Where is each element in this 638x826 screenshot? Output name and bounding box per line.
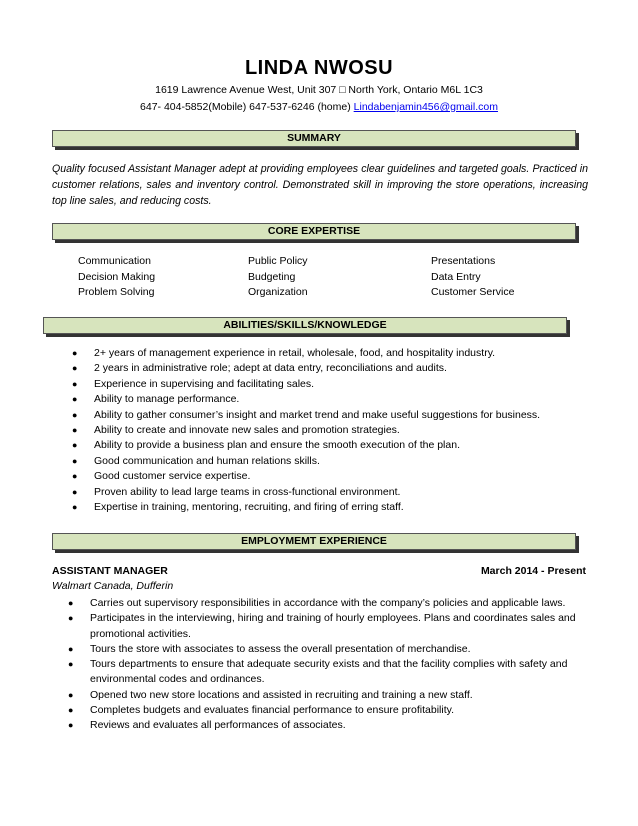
contact-line xyxy=(0,101,638,113)
expertise-item: Organization xyxy=(248,286,308,299)
candidate-name: LINDA NWOSU xyxy=(244,57,394,79)
skill-item: ● Proven ability to lead large teams in cross-functional environment. xyxy=(72,485,540,500)
skill-item: ● Ability to manage performance. xyxy=(72,392,540,407)
duty-item: ● Opened two new store locations and assisted in recruiting and training a new staff. xyxy=(68,688,588,703)
expertise-item: Budgeting xyxy=(248,270,296,283)
core-expertise-column-3 xyxy=(431,254,514,301)
job-title: ASSISTANT MANAGER xyxy=(52,565,168,577)
phone-numbers: 647- 404-5852(Mobile) 647-537-6246 (home) xyxy=(140,101,351,113)
skill-item: ● Experience in supervising and facilitating sales. xyxy=(72,377,540,392)
expertise-item: Data Entry xyxy=(431,270,481,283)
email-link[interactable]: Lindabenjamin456@gmail.com xyxy=(353,101,498,113)
expertise-item: Communication xyxy=(78,255,151,267)
summary-heading: SUMMARY xyxy=(52,130,576,147)
skill-item: ● Expertise in training, mentoring, recruiting, and firing of erring staff. xyxy=(72,500,540,515)
duty-item: ● Completes budgets and evaluates financial performance to ensure profitability. xyxy=(68,703,588,718)
expertise-item: Problem Solving xyxy=(78,286,155,299)
address-line: 1619 Lawrence Avenue West, Unit 307 □ North York, Ontario M6L 1C3 xyxy=(155,84,483,96)
expertise-item: Presentations xyxy=(431,255,496,267)
summary-text: Quality focused Assistant Manager adept at providing employees clear guidelines and targeted goals. Practiced in customer relations, sales and inventory control. Demonstrated skill in improving the store operations, increasing top line sales, and reducing costs. xyxy=(52,163,588,207)
expertise-item: Decision Making xyxy=(78,270,156,283)
skill-item: ● Ability to create and innovate new sales and promotion strategies. xyxy=(72,423,540,438)
skill-item: ● Ability to gather consumer’s insight and market trend and make useful suggestions for business. xyxy=(72,408,540,423)
expertise-item: Customer Service xyxy=(431,286,515,299)
skill-item: ● Good customer service expertise. xyxy=(72,469,540,484)
expertise-item: Public Policy xyxy=(248,255,308,267)
core-expertise-heading: CORE EXPERTISE xyxy=(52,223,576,240)
job-dates: March 2014 - Present xyxy=(480,565,586,577)
skills-heading: ABILITIES/SKILLS/KNOWLEDGE xyxy=(43,317,567,334)
core-expertise-column-2 xyxy=(248,254,308,301)
employment-heading: EMPLOYMEMT EXPERIENCE xyxy=(52,533,576,550)
company-name: Walmart Canada, Dufferin xyxy=(52,580,174,592)
duties-list xyxy=(68,596,588,734)
skill-item: ● 2 years in administrative role; adept at data entry, reconciliations and audits. xyxy=(72,361,540,376)
skill-item: ● 2+ years of management experience in retail, wholesale, food, and hospitality industry. xyxy=(72,346,540,361)
duty-item: ● Carries out supervisory responsibilities in accordance with the company’s policies and applicable laws. xyxy=(68,596,588,611)
duty-item: ● Tours the store with associates to assess the overall presentation of merchandise. xyxy=(68,642,588,657)
core-expertise-column-1 xyxy=(78,254,155,301)
duty-item: ● Tours departments to ensure that adequate security exists and that the facility complies with safety and environmental codes and ordinances. xyxy=(68,657,588,688)
duty-item: ● Participates in the interviewing, hiring and training of hourly employees. Plans and coordinates sales and promotional activities. xyxy=(68,611,588,642)
duty-item: ● Reviews and evaluates all performances of associates. xyxy=(68,718,588,733)
skills-list xyxy=(72,346,540,515)
skill-item: ● Good communication and human relations skills. xyxy=(72,454,540,469)
skill-item: ● Ability to provide a business plan and ensure the smooth execution of the plan. xyxy=(72,438,540,453)
